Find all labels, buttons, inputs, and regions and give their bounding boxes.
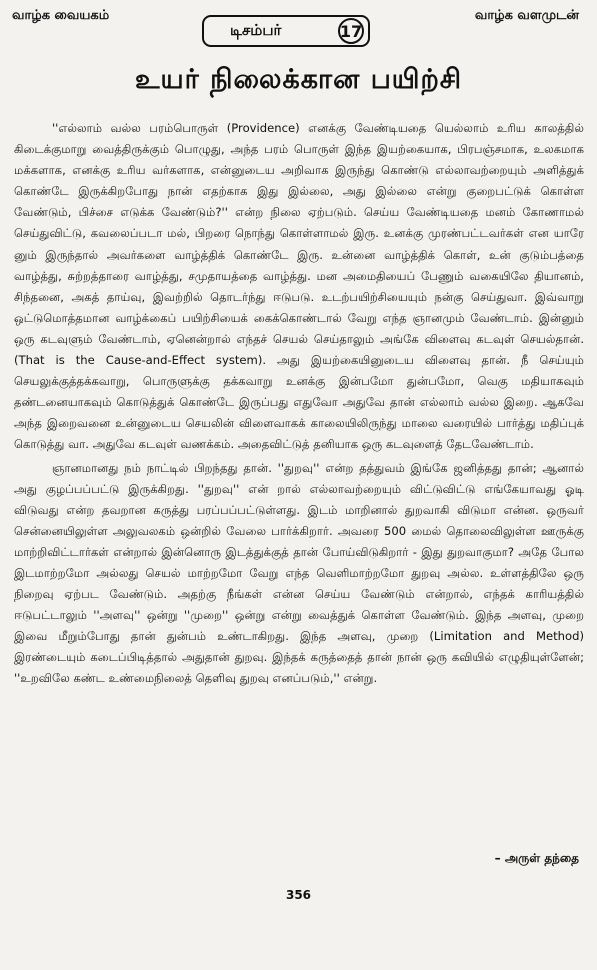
page-number: 356 <box>285 888 312 902</box>
date-day: 17 <box>339 21 363 41</box>
date-box <box>202 15 370 47</box>
running-head-right: வாழ்க வளமுடன் <box>474 8 579 23</box>
date-month: டிசம்பர் <box>230 21 282 39</box>
signature: – அருள் தந்தை <box>494 851 579 865</box>
running-head-left: வாழ்க வையகம் <box>12 8 110 23</box>
paragraph-2: ஞானமானது நம் நாட்டில் பிறந்தது தான். ''துறவு'' என்ற தத்துவம் இங்கே ஜனித்தது தான்; ஆனால் அது குழப்பப்பட்டு இருக்கிறது. ''துறவு'' என் றால் எல்லாவற்றையும் விட்டுவிட்டு எங்கேயாவது ஓடி விடுவது என்ற தவறான கருத்து பரப்பப்பட்டுள்ளது. இடம் மாறினால் துறவாகி விடுமா என்ன. ஒருவர் சென்னையிலுள்ள அலுவலகம் ஒன்றில் வேலை பார்க்கிறார். அவரை 500 மைல் தொலைவிலுள்ள ஊருக்கு மாற்றிவிட்டார்கள் என்றால் இன்னொரு இடத்துக்குத் தான் போய்விடுகிறார் - இது துறவாகுமா? அதே போல இடமாற்றமோ அல்லது செயல் மாற்றமோ வேறு எந்த வெளிமாற்றமோ துறவு அல்ல. உள்ளத்திலே ஒரு நிறைவு ஏற்பட வேண்டும். அதற்கு நீங்கள் என்ன செய்ய வேண்டும் என்றால், எந்தக் காரியத்தில் ஈடுபட்டாலும் ''அளவு'' ஒன்று ''முறை'' ஒன்று என்று வைத்துக் கொள்ள வேண்டும். இந்த அளவு, முறை இவை மீறும்போது தான் துன்பம் உண்டாகிறது. இந்த அளவு, முறை (Limitation and Method) இரண்டையும் கடைப்பிடித்தால் அதுதான் துறவு. இந்தக் கருத்தைத் தான் நான் ஒரு கவியில் எழுதியுள்ளேன்; ''உறவிலே கண்ட உண்மைநிலைத் தெளிவு துறவு எனப்படும்,'' என்று. <box>14 460 584 686</box>
body-text <box>14 118 584 690</box>
paragraph-1: ''எல்லாம் வல்ல பரம்பொருள் (Providence) எனக்கு வேண்டியதை யெல்லாம் உரிய காலத்தில் கிடைக்குமாறு வைத்திருக்கும் பொழுது, அந்த பரம் பொருள் இந்த இயற்கையாக, பிரபஞ்சமாக, உலகமாக மக்களாக, எனக்கு உரிய வர்களாக, என்னுடைய அறிவாக இருந்து கொண்டு எல்லாவற்றையும் அளித்துக் கொண்டே இருக்கிறபோது நான் எதற்காக இது இல்லை, அது இல்லை என்று குறைபட்டுக் கொள்ள வேண்டும், பிச்சை எடுக்க வேண்டும்?'' என்ற நிலை ஏற்படும். செய்ய வேண்டியதை மனம் கோணாமல் செய்துவிட்டு, கவலைப்படா மல், பிறரை நொந்து கொள்ளாமல் இரு. உனக்கு முரண்பட்டவர்கள் என யாரே னும் இருந்தால் அவர்களை வாழ்த்திக் கொண்டே இரு. உன்னை வாழ்த்திக் கொள், உன் குடும்பத்தை வாழ்த்து, சுற்றத்தாரை வாழ்த்து, சமுதாயத்தை வாழ்த்து. மன அமைதியைப் பேணும் வகையிலே தியானம், சிந்தனை, அகத் தாய்வு, இவற்றில் தொடர்ந்து ஈடுபடு. உடற்பயிற்சியையும் நன்கு செய்துவா. இவ்வாறு ஒட்டுமொத்தமான வாழ்க்கைப் பயிற்சியைக் கைக்கொண்டால் வேறு எந்த ஞானமும் வேண்டாம். இன்னும் ஒரு கடவுளும் வேண்டாம், ஏனென்றால் எந்தச் செயல் செய்தாலும் அங்கே விளைவு கடவுள் செயல்தான். (That is the Cause-and-Effect system). அது இயற்கையினுடைய விளைவு தான். நீ செய்யும் செயலுக்குத்தக்கவாறு, பொருளுக்கு தக்கவாறு உனக்கு இன்பமோ துன்பமோ, வெகு மதியாகவும் தண்டனையாகவும் கொடுத்துக் கொண்டே இருப்பது எதுவோ அதுவே தான் எல்லாம் வல்ல இறை. ஆகவே அந்த இறைவனை உன்னுடைய செயலின் விளைவாகக் காலையிலிருந்து மாலை வரையில் பார்த்து மதிப்புக் கொடுத்து வா. அதுவே கடவுள் வணக்கம். அதைவிட்டுத் தனியாக ஒரு கடவுளைத் தேடவேண்டாம். <box>14 121 584 452</box>
date-day-circle <box>338 18 364 44</box>
page-title: உயர் நிலைக்கான பயிற்சி <box>134 64 463 95</box>
